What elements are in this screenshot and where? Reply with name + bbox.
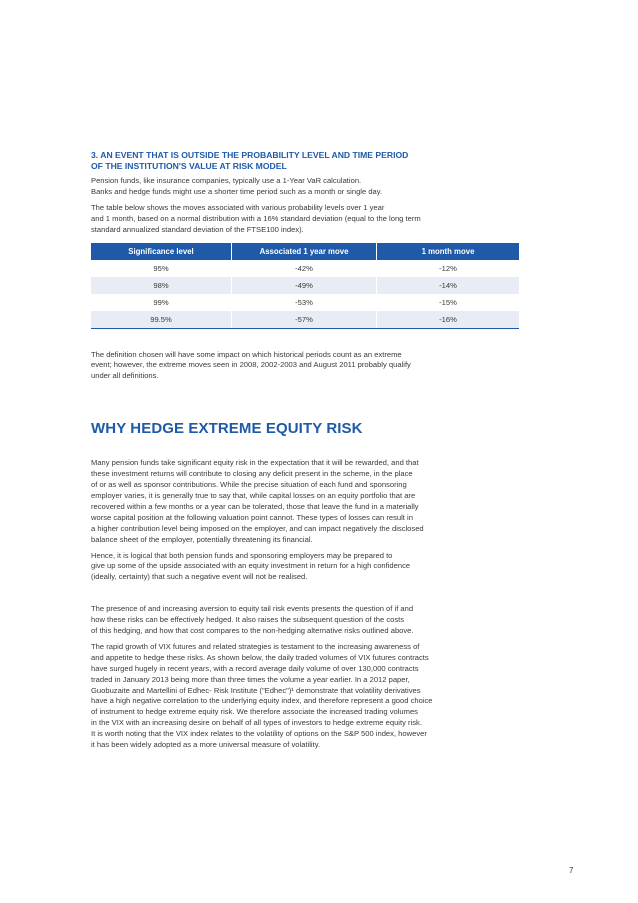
table-row bbox=[91, 260, 519, 277]
text-line: event; however, the extreme moves seen in 2008, 2002-2003 and August 2011 probably qualify bbox=[91, 360, 411, 370]
text-line: The rapid growth of VIX futures and related strategies is testament to the increasing awareness of bbox=[91, 641, 420, 651]
text-line: Many pension funds take significant equity risk in the expectation that it will be rewarded, and that bbox=[91, 458, 419, 468]
table-intro-paragraph bbox=[91, 203, 521, 236]
table-cell: -16% bbox=[377, 311, 520, 329]
significance-table bbox=[91, 243, 519, 329]
table-cell: -42% bbox=[232, 260, 377, 277]
page-content bbox=[91, 150, 521, 756]
hence-paragraph bbox=[91, 551, 521, 584]
table-cell: -49% bbox=[232, 277, 377, 294]
heading-line: OF THE INSTITUTION'S VALUE AT RISK MODEL bbox=[91, 161, 287, 171]
text-line: The table below shows the moves associated with various probability levels over 1 year bbox=[91, 202, 385, 212]
text-line: it has been widely adopted as a more universal measure of volatility. bbox=[91, 740, 321, 750]
text-line: standard annualized standard deviation of the FTSE100 index). bbox=[91, 224, 304, 234]
text-line: It is worth noting that the VIX index relates to the volatility of options on the S&P 500 index, however bbox=[91, 729, 427, 739]
table-cell: -12% bbox=[377, 260, 520, 277]
table-cell: -15% bbox=[377, 294, 520, 311]
table-cell: -14% bbox=[377, 277, 520, 294]
text-line: (ideally, certainty) that such a negative event will not be realised. bbox=[91, 572, 308, 582]
text-line: Pension funds, like insurance companies, typically use a 1-Year VaR calculation. bbox=[91, 176, 362, 185]
text-line: under all definitions. bbox=[91, 371, 159, 381]
text-line: how these risks can be effectively hedged. It also raises the subsequent question of the costs bbox=[91, 615, 405, 625]
text-line: employer varies, it is generally true to say that, while capital losses on an equity portfolio that are bbox=[91, 490, 416, 500]
table-row bbox=[91, 311, 519, 329]
why-hedge-heading: WHY HEDGE EXTREME EQUITY RISK bbox=[91, 420, 363, 438]
text-line: The presence of and increasing aversion to equity tail risk events presents the question of if and bbox=[91, 604, 414, 614]
definition-paragraph bbox=[91, 350, 521, 383]
header-1-month-move: 1 month move bbox=[377, 243, 520, 260]
table-cell: 95% bbox=[91, 260, 232, 277]
text-line: Banks and hedge funds might use a shorter time period such as a month or single day. bbox=[91, 186, 383, 196]
table-cell: -53% bbox=[232, 294, 377, 311]
text-line: and appetite to hedge these risks. As shown below, the daily traded volumes of VIX futures contracts bbox=[91, 652, 429, 662]
table-cell: 99.5% bbox=[91, 311, 232, 329]
text-line: worse capital position at the following valuation point cannot. These types of losses can result in bbox=[91, 512, 413, 522]
text-line: recovered within a few months or a year can be tolerated, those that leave the fund in a materially bbox=[91, 501, 419, 511]
text-line: and 1 month, based on a normal distribution with a 16% standard deviation (equal to the long term bbox=[91, 213, 421, 223]
text-line: have a high negative correlation to the underlying equity index, and therefore represent a good choice bbox=[91, 696, 433, 706]
text-line: give up some of the upside associated with an equity investment in return for a high confidence bbox=[91, 561, 411, 571]
text-line: Hence, it is logical that both pension funds and sponsoring employers may be prepared to bbox=[91, 550, 393, 560]
tail-risk-paragraph bbox=[91, 604, 521, 637]
text-line: of or as well as sponsor contributions. While the precise situation of each fund and sponsoring bbox=[91, 480, 407, 490]
text-line: traded in January 2013 being more than three times the volume a year earlier. In a 2012 paper, bbox=[91, 674, 410, 684]
vix-growth-paragraph bbox=[91, 642, 521, 751]
header-significance-level: Significance level bbox=[91, 243, 232, 260]
table-row bbox=[91, 294, 519, 311]
text-line: a higher contribution level being imposed on the employer, and can impact negatively the disclosed bbox=[91, 523, 424, 533]
table-cell: -57% bbox=[232, 311, 377, 329]
table-cell: 98% bbox=[91, 277, 232, 294]
text-line: of this hedging, and how that cost compares to the non-hedging alternative risks outlined above. bbox=[91, 626, 414, 636]
table-row bbox=[91, 277, 519, 294]
text-line: have surged hugely in recent years, with a record average daily volume of over 130,000 contracts bbox=[91, 663, 419, 673]
page-number: 7 bbox=[569, 866, 574, 875]
text-line: in the VIX with an increasing desire on behalf of all types of investors to hedge extreme equity risk. bbox=[91, 718, 422, 728]
header-1-year-move: Associated 1 year move bbox=[232, 243, 377, 260]
text-line: balance sheet of the employer, potentially threatening its financial. bbox=[91, 534, 313, 544]
table-header-row bbox=[91, 243, 519, 260]
var-period-paragraph bbox=[91, 176, 521, 198]
text-line: of instrument to hedge extreme equity risk. We therefore associate the increased trading volumes bbox=[91, 707, 418, 717]
text-line: Guobuzaite and Martellini of Edhec- Risk Institute ("Edhec")¹ demonstrate that volatility derivatives bbox=[91, 685, 421, 695]
heading-line: 3. AN EVENT THAT IS OUTSIDE THE PROBABILITY LEVEL AND TIME PERIOD bbox=[91, 150, 409, 160]
table-cell: 99% bbox=[91, 294, 232, 311]
text-line: these investment returns will contribute to closing any deficit present in the scheme, in the place bbox=[91, 469, 413, 479]
equity-risk-paragraph bbox=[91, 458, 521, 545]
text-line: The definition chosen will have some impact on which historical periods count as an extreme bbox=[91, 349, 402, 359]
section-3-heading bbox=[91, 150, 521, 172]
